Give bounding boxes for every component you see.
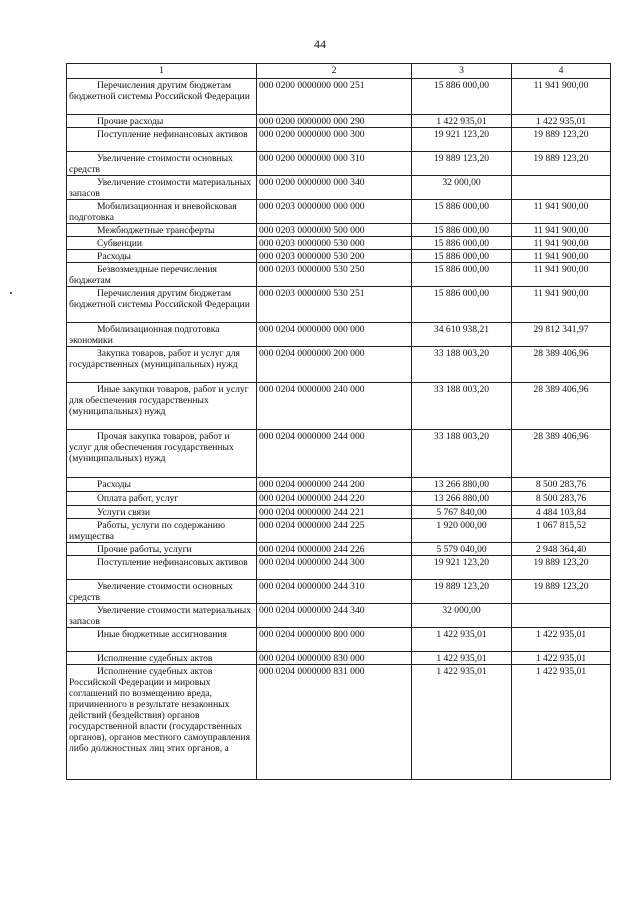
- row-value-col3: 32 000,00: [412, 604, 512, 628]
- table-row: [67, 347, 611, 383]
- row-code: 000 0200 0000000 000 310: [257, 152, 412, 176]
- row-code: 000 0204 0000000 244 000: [257, 430, 412, 478]
- row-name: Исполнение судебных актов: [67, 652, 257, 665]
- row-code: 000 0200 0000000 000 340: [257, 176, 412, 200]
- row-name: Расходы: [67, 478, 257, 492]
- row-code: 000 0203 0000000 530 251: [257, 287, 412, 323]
- row-value-col3: 15 886 000,00: [412, 263, 512, 287]
- row-code: 000 0204 0000000 244 300: [257, 556, 412, 580]
- table-row: [67, 519, 611, 543]
- table-row: [67, 665, 611, 780]
- row-code: 000 0200 0000000 000 300: [257, 128, 412, 152]
- row-name: Межбюджетные трансферты: [67, 224, 257, 237]
- row-name: Иные закупки товаров, работ и услуг для обеспечения государственных (муниципальных) нужд: [67, 383, 257, 430]
- row-value-col3: 34 610 938,21: [412, 323, 512, 347]
- row-value-col3: 33 188 003,20: [412, 347, 512, 383]
- row-value-col3: 13 266 880,00: [412, 478, 512, 492]
- row-value-col4: 11 941 900,00: [512, 263, 611, 287]
- header-row: [67, 64, 611, 79]
- row-value-col4: 11 941 900,00: [512, 287, 611, 323]
- row-value-col3: 33 188 003,20: [412, 383, 512, 430]
- row-value-col4: 1 422 935,01: [512, 628, 611, 652]
- row-name: Исполнение судебных актов Российской Федерации и мировых соглашений по возмещению вреда, причиненного в результате незаконных действий (бездействия) органов государственной власти (государственных органов), органов местного самоуправления либо должностных лиц этих органов, а: [67, 665, 257, 780]
- row-code: 000 0204 0000000 000 000: [257, 323, 412, 347]
- row-value-col4: 4 484 103,84: [512, 506, 611, 519]
- row-code: 000 0204 0000000 244 226: [257, 543, 412, 556]
- row-value-col3: 1 422 935,01: [412, 665, 512, 780]
- row-name: Увеличение стоимости материальных запасов: [67, 176, 257, 200]
- table-row: [67, 287, 611, 323]
- row-code: 000 0204 0000000 831 000: [257, 665, 412, 780]
- table-row: [67, 628, 611, 652]
- row-value-col4: [512, 604, 611, 628]
- row-code: 000 0204 0000000 240 000: [257, 383, 412, 430]
- table-row: [67, 152, 611, 176]
- table-row: [67, 79, 611, 115]
- row-name: Поступление нефинансовых активов: [67, 128, 257, 152]
- row-name: Перечисления другим бюджетам бюджетной системы Российской Федерации: [67, 79, 257, 115]
- table-row: [67, 543, 611, 556]
- row-code: 000 0204 0000000 244 225: [257, 519, 412, 543]
- row-code: 000 0204 0000000 830 000: [257, 652, 412, 665]
- row-code: 000 0204 0000000 244 310: [257, 580, 412, 604]
- row-code: 000 0203 0000000 530 200: [257, 250, 412, 263]
- row-value-col3: 13 266 880,00: [412, 492, 512, 506]
- row-name: Расходы: [67, 250, 257, 263]
- row-code: 000 0204 0000000 244 340: [257, 604, 412, 628]
- row-value-col4: 29 812 341,97: [512, 323, 611, 347]
- row-value-col4: 1 422 935,01: [512, 115, 611, 128]
- row-value-col3: 1 422 935,01: [412, 628, 512, 652]
- row-value-col3: 33 188 003,20: [412, 430, 512, 478]
- row-value-col3: 1 920 000,00: [412, 519, 512, 543]
- row-value-col3: 19 921 123,20: [412, 556, 512, 580]
- row-name: Увеличение стоимости материальных запасов: [67, 604, 257, 628]
- table-row: [67, 176, 611, 200]
- row-value-col4: 19 889 123,20: [512, 556, 611, 580]
- row-code: 000 0203 0000000 530 250: [257, 263, 412, 287]
- row-value-col4: 2 948 364,40: [512, 543, 611, 556]
- table-row: [67, 383, 611, 430]
- row-value-col4: 1 422 935,01: [512, 652, 611, 665]
- row-name: Услуги связи: [67, 506, 257, 519]
- row-code: 000 0204 0000000 244 200: [257, 478, 412, 492]
- row-name: Прочие расходы: [67, 115, 257, 128]
- row-name: Прочие работы, услуги: [67, 543, 257, 556]
- row-code: 000 0204 0000000 200 000: [257, 347, 412, 383]
- row-name: Мобилизационная и вневойсковая подготовка: [67, 200, 257, 224]
- table-row: [67, 323, 611, 347]
- row-code: 000 0203 0000000 000 000: [257, 200, 412, 224]
- row-value-col4: 19 889 123,20: [512, 128, 611, 152]
- row-name: Субвенции: [67, 237, 257, 250]
- row-code: 000 0204 0000000 800 000: [257, 628, 412, 652]
- row-name: Прочая закупка товаров, работ и услуг для обеспечения государственных (муниципальных) нужд: [67, 430, 257, 478]
- row-name: Увеличение стоимости основных средств: [67, 580, 257, 604]
- table-row: [67, 263, 611, 287]
- column-header: 3: [412, 64, 512, 79]
- table-row: [67, 652, 611, 665]
- table-row: [67, 237, 611, 250]
- row-value-col3: 15 886 000,00: [412, 287, 512, 323]
- row-code: 000 0204 0000000 244 220: [257, 492, 412, 506]
- row-value-col4: 8 500 283,76: [512, 492, 611, 506]
- row-code: 000 0203 0000000 530 000: [257, 237, 412, 250]
- table-row: [67, 430, 611, 478]
- table-row: [67, 580, 611, 604]
- row-value-col4: 28 389 406,96: [512, 347, 611, 383]
- row-value-col4: 28 389 406,96: [512, 430, 611, 478]
- budget-table: [66, 63, 611, 780]
- table-row: [67, 128, 611, 152]
- row-value-col3: 19 889 123,20: [412, 152, 512, 176]
- table-row: [67, 224, 611, 237]
- table-row: [67, 478, 611, 492]
- margin-mark: [10, 292, 12, 294]
- column-header: 1: [67, 64, 257, 79]
- row-value-col4: 28 389 406,96: [512, 383, 611, 430]
- row-value-col3: 15 886 000,00: [412, 200, 512, 224]
- row-name: Перечисления другим бюджетам бюджетной системы Российской Федерации: [67, 287, 257, 323]
- row-name: Поступление нефинансовых активов: [67, 556, 257, 580]
- column-header: 4: [512, 64, 611, 79]
- row-value-col3: 1 422 935,01: [412, 115, 512, 128]
- row-value-col3: 15 886 000,00: [412, 224, 512, 237]
- table-row: [67, 200, 611, 224]
- row-name: Работы, услуги по содержанию имущества: [67, 519, 257, 543]
- row-value-col4: 11 941 900,00: [512, 79, 611, 115]
- row-value-col4: 1 067 815,52: [512, 519, 611, 543]
- row-value-col4: [512, 176, 611, 200]
- table-row: [67, 250, 611, 263]
- row-value-col4: 8 500 283,76: [512, 478, 611, 492]
- row-name: Иные бюджетные ассигнования: [67, 628, 257, 652]
- row-value-col3: 15 886 000,00: [412, 250, 512, 263]
- row-value-col4: 19 889 123,20: [512, 152, 611, 176]
- column-header: 2: [257, 64, 412, 79]
- table-row: [67, 604, 611, 628]
- table-row: [67, 115, 611, 128]
- row-name: Мобилизационная подготовка экономики: [67, 323, 257, 347]
- row-code: 000 0200 0000000 000 290: [257, 115, 412, 128]
- row-name: Увеличение стоимости основных средств: [67, 152, 257, 176]
- row-value-col4: 11 941 900,00: [512, 250, 611, 263]
- row-value-col4: 11 941 900,00: [512, 200, 611, 224]
- row-value-col3: 15 886 000,00: [412, 237, 512, 250]
- row-name: Закупка товаров, работ и услуг для государственных (муниципальных) нужд: [67, 347, 257, 383]
- row-code: 000 0203 0000000 500 000: [257, 224, 412, 237]
- row-value-col4: 1 422 935,01: [512, 665, 611, 780]
- row-value-col3: 32 000,00: [412, 176, 512, 200]
- row-value-col4: 19 889 123,20: [512, 580, 611, 604]
- row-value-col3: 5 767 840,00: [412, 506, 512, 519]
- row-name: Оплата работ, услуг: [67, 492, 257, 506]
- page-number: 44: [314, 37, 326, 51]
- row-value-col3: 1 422 935,01: [412, 652, 512, 665]
- row-value-col4: 11 941 900,00: [512, 237, 611, 250]
- row-value-col3: 15 886 000,00: [412, 79, 512, 115]
- table-row: [67, 492, 611, 506]
- row-value-col3: 19 921 123,20: [412, 128, 512, 152]
- table-row: [67, 506, 611, 519]
- row-name: Безвозмездные перечисления бюджетам: [67, 263, 257, 287]
- table-row: [67, 556, 611, 580]
- row-code: 000 0200 0000000 000 251: [257, 79, 412, 115]
- row-value-col3: 5 579 040,00: [412, 543, 512, 556]
- row-code: 000 0204 0000000 244 221: [257, 506, 412, 519]
- row-value-col3: 19 889 123,20: [412, 580, 512, 604]
- row-value-col4: 11 941 900,00: [512, 224, 611, 237]
